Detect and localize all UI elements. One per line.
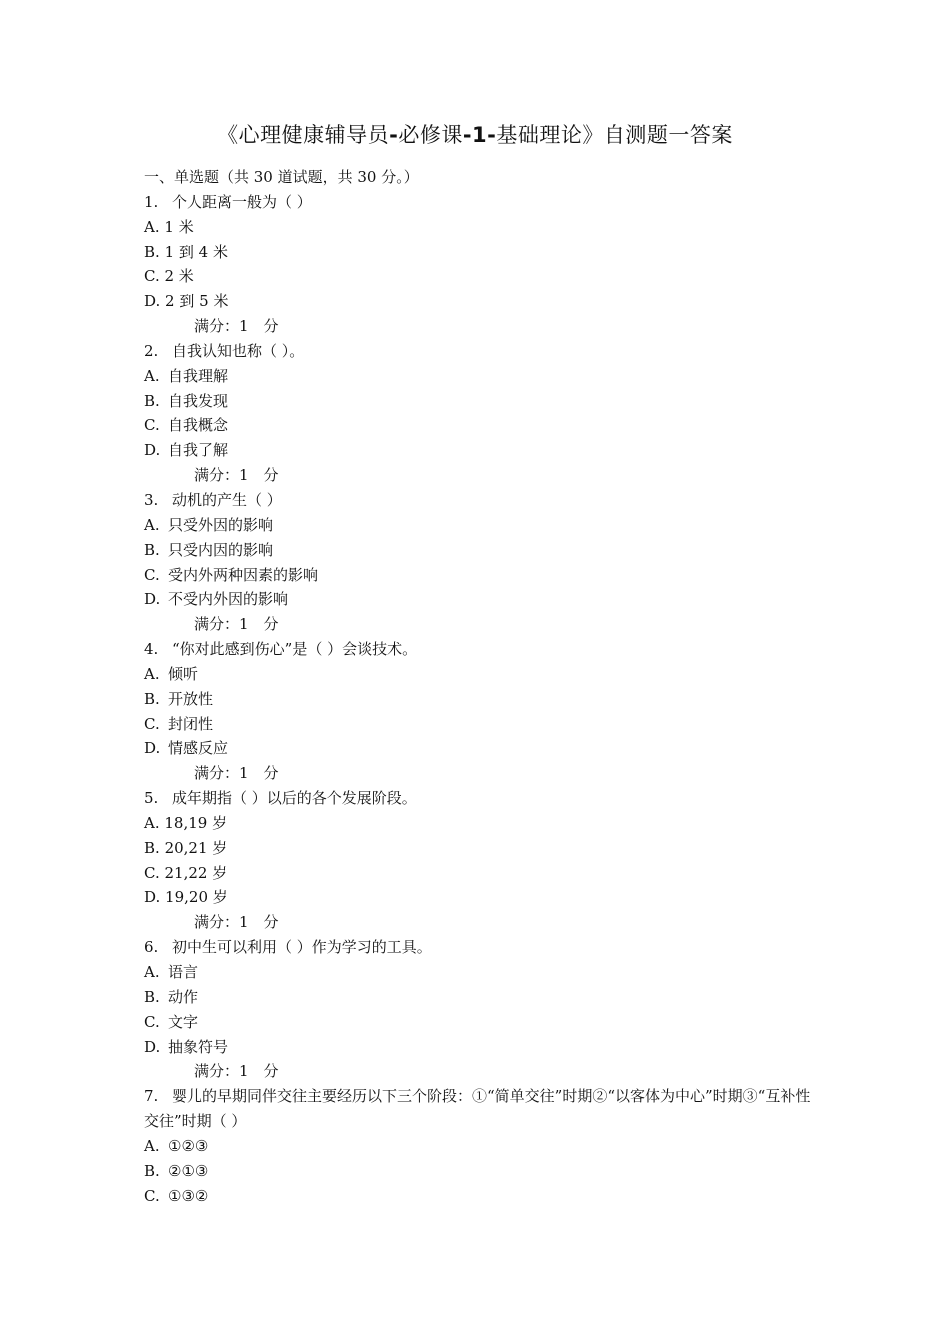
option-item: A. 自我理解	[144, 366, 229, 385]
title-text-4: -1-	[462, 123, 497, 147]
option-item: D. 不受内外因的影响	[144, 590, 289, 609]
option-item: C. 自我概念	[144, 416, 229, 435]
option-item: A. 只受外因的影响	[144, 515, 274, 534]
option-item: C. 受内外两种因素的影响	[144, 565, 319, 584]
option-item: D. 情感反应	[144, 739, 229, 758]
title-text-5: 基础理论》自测题一答案	[496, 123, 733, 147]
question-stem: 1. 个人距离一般为（ ）	[144, 192, 312, 211]
option-item: A. ①②③	[144, 1136, 209, 1155]
title-text-3: 必修课	[398, 123, 463, 147]
option-item: C. 2 米	[144, 267, 194, 286]
option-item: B. 自我发现	[144, 391, 229, 410]
question-stem: 7. 婴儿的早期同伴交往主要经历以下三个阶段：①“简单交往”时期②“以客体为中心”时期③“互补性交往”时期（ ）	[144, 1087, 811, 1131]
option-item: B. 只受内因的影响	[144, 540, 274, 559]
option-item: A. 18,19 岁	[144, 813, 228, 832]
score-label: 满分：1 分	[194, 913, 279, 932]
option-item: A. 倾听	[144, 664, 199, 683]
option-item: B. 动作	[144, 987, 199, 1006]
option-item: D. 19,20 岁	[144, 888, 228, 907]
option-item: C. 封闭性	[144, 714, 214, 733]
option-item: A. 语言	[144, 963, 199, 981]
option-item: C. 21,22 岁	[144, 863, 228, 882]
option-item: C. 文字	[144, 1012, 199, 1031]
option-item: B. 开放性	[144, 689, 214, 708]
document-title	[0, 118, 950, 152]
title-text-1: 《心理健康辅导员	[217, 123, 390, 147]
question-stem: 3. 动机的产生（ ）	[144, 490, 282, 509]
option-item: D. 抽象符号	[144, 1037, 229, 1056]
score-label: 满分：1 分	[194, 466, 279, 485]
option-item: C. ①③②	[144, 1186, 209, 1205]
question-stem: 2. 自我认知也称（ ）。	[144, 341, 305, 360]
score-label: 满分：1 分	[194, 615, 279, 634]
title-text-2: -	[389, 123, 399, 147]
option-item: B. 20,21 岁	[144, 838, 228, 857]
option-item: D. 自我了解	[144, 441, 229, 460]
question-stem: 4. “你对此感到伤心”是（ ）会谈技术。	[144, 640, 418, 659]
question-stem: 5. 成年期指（ ）以后的各个发展阶段。	[144, 789, 417, 808]
option-item: A. 1 米	[144, 217, 194, 236]
question-stem: 6. 初中生可以利用（ ）作为学习的工具。	[144, 938, 432, 957]
option-item: B. ②①③	[144, 1161, 209, 1180]
option-item: B. 1 到 4 米	[144, 242, 228, 261]
score-label: 满分：1 分	[194, 764, 279, 783]
question-list	[144, 165, 824, 1208]
option-item: D. 2 到 5 米	[144, 292, 229, 311]
section-header: 一、单选题（共 30 道试题，共 30 分。）	[144, 168, 419, 186]
score-label: 满分：1 分	[194, 1062, 279, 1081]
score-label: 满分：1 分	[194, 317, 279, 336]
